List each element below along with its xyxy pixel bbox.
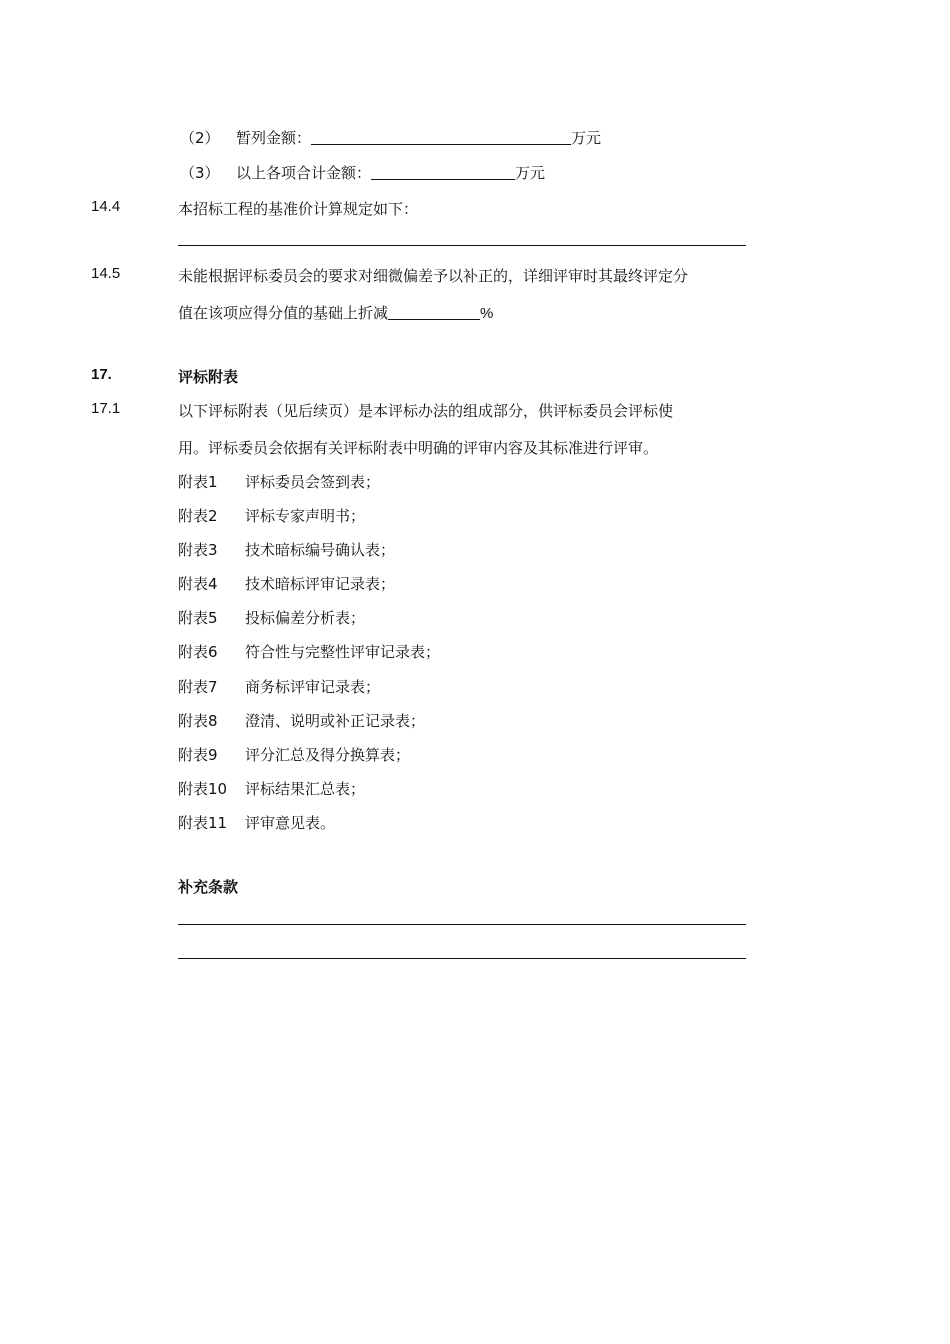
appendix-1-label: 附表1 bbox=[178, 473, 218, 491]
base-price-rule-blank-line[interactable] bbox=[178, 245, 746, 246]
appendix-5-text: 投标偏差分析表； bbox=[245, 609, 366, 627]
item-3-row bbox=[180, 162, 220, 183]
section-14-5-line-1: 未能根据评标委员会的要求对细微偏差予以补正的，详细评审时其最终评定分 bbox=[178, 267, 689, 285]
supplementary-blank-line-2[interactable] bbox=[178, 958, 746, 959]
appendix-5-label: 附表5 bbox=[178, 609, 218, 627]
section-14-5-line-2 bbox=[178, 302, 493, 323]
item-2-number: （2） bbox=[180, 129, 220, 147]
total-amount-label: 以上各项合计金额： bbox=[236, 164, 372, 182]
appendix-9-text: 评分汇总及得分换算表； bbox=[245, 746, 411, 764]
appendix-4-text: 技术暗标评审记录表； bbox=[245, 575, 396, 593]
appendix-6-text: 符合性与完整性评审记录表； bbox=[245, 643, 441, 661]
appendix-7-label: 附表7 bbox=[178, 678, 218, 696]
section-14-4-number: 14.4 bbox=[91, 198, 121, 215]
appendix-10-text: 评标结果汇总表； bbox=[245, 780, 366, 798]
appendix-9-label: 附表9 bbox=[178, 746, 218, 764]
item-3-number: （3） bbox=[180, 164, 220, 182]
section-17-1-line-2: 用。评标委员会依据有关评标附表中明确的评审内容及其标准进行评审。 bbox=[178, 439, 659, 457]
section-17-number: 17. bbox=[91, 366, 112, 383]
item-3-content bbox=[236, 162, 545, 183]
provisional-sum-blank[interactable] bbox=[311, 143, 571, 145]
section-17-1-line-1: 以下评标附表（见后续页）是本评标办法的组成部分，供评标委员会评标使 bbox=[178, 402, 674, 420]
section-17-1-number: 17.1 bbox=[91, 400, 121, 417]
item-2-row bbox=[180, 127, 220, 148]
appendix-4-label: 附表4 bbox=[178, 575, 218, 593]
section-14-4-text: 本招标工程的基准价计算规定如下： bbox=[178, 200, 419, 218]
appendix-10-label: 附表10 bbox=[178, 780, 228, 798]
appendix-3-text: 技术暗标编号确认表； bbox=[245, 541, 396, 559]
appendix-6-label: 附表6 bbox=[178, 643, 218, 661]
supplementary-clauses-title: 补充条款 bbox=[178, 878, 239, 896]
discount-text: 值在该项应得分值的基础上折减 bbox=[178, 304, 389, 322]
appendix-11-label: 附表11 bbox=[178, 814, 228, 832]
item-2-content bbox=[236, 127, 601, 148]
total-amount-blank[interactable] bbox=[371, 178, 515, 180]
supplementary-blank-line-1[interactable] bbox=[178, 924, 746, 925]
section-14-5-number: 14.5 bbox=[91, 265, 121, 282]
appendix-8-label: 附表8 bbox=[178, 712, 218, 730]
appendix-3-label: 附表3 bbox=[178, 541, 218, 559]
appendix-2-text: 评标专家声明书； bbox=[245, 507, 366, 525]
provisional-sum-unit: 万元 bbox=[571, 129, 602, 147]
appendix-8-text: 澄清、说明或补正记录表； bbox=[245, 712, 426, 730]
appendix-7-text: 商务标评审记录表； bbox=[245, 678, 381, 696]
appendix-2-label: 附表2 bbox=[178, 507, 218, 525]
provisional-sum-label: 暂列金额： bbox=[236, 129, 312, 147]
total-amount-unit: 万元 bbox=[515, 164, 546, 182]
section-17-title: 评标附表 bbox=[178, 368, 239, 386]
appendix-11-text: 评审意见表。 bbox=[245, 814, 336, 832]
percent-sign: % bbox=[480, 305, 494, 322]
discount-percent-blank[interactable] bbox=[388, 318, 480, 320]
appendix-1-text: 评标委员会签到表； bbox=[245, 473, 381, 491]
